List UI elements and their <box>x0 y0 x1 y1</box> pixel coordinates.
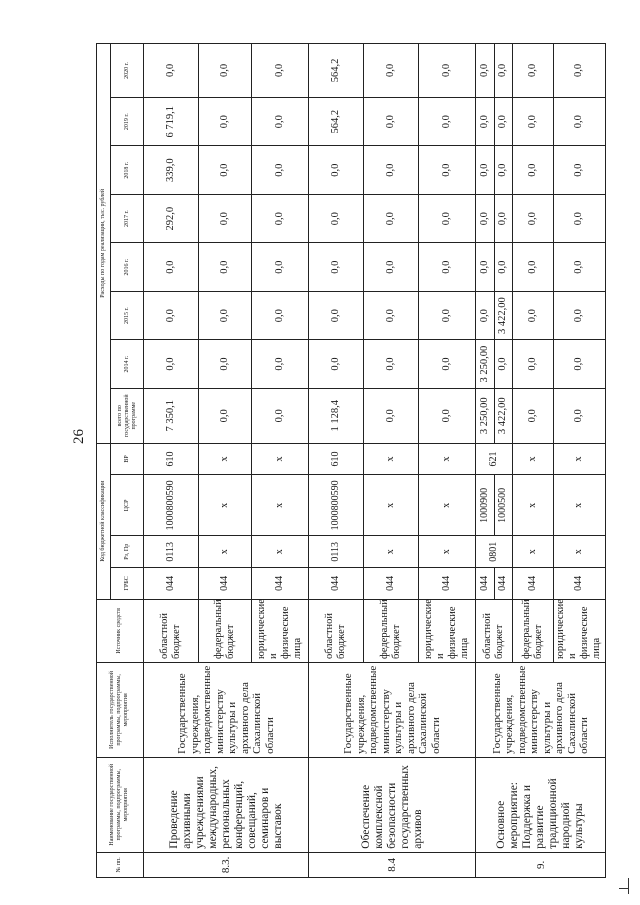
rzpr-cell: 0801 <box>476 536 513 568</box>
source-cell: областной бюджет <box>476 599 513 662</box>
y2019-cell: 6 719,1 <box>143 97 198 145</box>
y2019-cell: 0,0 <box>494 97 512 145</box>
y2018-cell: 0,0 <box>309 146 364 194</box>
total-cell: 0,0 <box>252 388 309 443</box>
measure-name: Основное мероприятие: Поддержка и развитие традиционной народной культуры <box>476 757 606 852</box>
csr-cell: x <box>553 475 605 536</box>
rzpr-cell: x <box>513 536 554 568</box>
y2015-cell: 0,0 <box>553 291 605 339</box>
grbs-cell: 044 <box>143 568 198 600</box>
rzpr-cell: x <box>198 536 251 568</box>
scan-margin-mark-tick <box>619 888 628 889</box>
grbs-cell: 044 <box>419 568 476 600</box>
executor-name: Государственные учреждения, подведомственные министерству культуры и архивного дела Сахалинской области <box>143 662 308 757</box>
vr-cell: x <box>553 443 605 475</box>
y2020-cell: 0,0 <box>143 44 198 98</box>
y2020-cell: 0,0 <box>476 44 494 98</box>
y2014-cell: 0,0 <box>364 340 419 388</box>
total-cell: 0,0 <box>419 388 476 443</box>
csr-cell: x <box>252 475 309 536</box>
y2014-cell: 0,0 <box>198 340 251 388</box>
grbs-cell: 044 <box>364 568 419 600</box>
vr-cell: 610 <box>309 443 364 475</box>
csr-cell: x <box>364 475 419 536</box>
vr-cell: x <box>513 443 554 475</box>
y2018-cell: 0,0 <box>476 146 494 194</box>
table-row <box>309 44 364 878</box>
total-cell: 0,0 <box>198 388 251 443</box>
vr-cell: 621 <box>476 443 513 475</box>
table-row <box>476 44 494 878</box>
y2016-cell: 0,0 <box>252 243 309 291</box>
y2020-cell: 0,0 <box>553 44 605 98</box>
header-row-1 <box>97 44 111 878</box>
y2019-cell: 0,0 <box>419 97 476 145</box>
y2019-cell: 0,0 <box>513 97 554 145</box>
csr-cell: 1000900 <box>476 475 494 536</box>
row-number: 9. <box>476 852 606 877</box>
y2020-cell: 0,0 <box>198 44 251 98</box>
source-cell: федеральный бюджет <box>364 599 419 662</box>
grbs-cell: 044 <box>309 568 364 600</box>
executor-name: Государственные учреждения, подведомственные министерству культуры и архивного дела Сахалинской области <box>309 662 476 757</box>
y2017-cell: 0,0 <box>553 194 605 242</box>
table-row <box>143 44 198 878</box>
y2019-cell: 0,0 <box>198 97 251 145</box>
y2017-cell: 0,0 <box>494 194 512 242</box>
header-2018: 2018 г. <box>111 146 144 194</box>
y2015-cell: 0,0 <box>513 291 554 339</box>
y2015-cell: 3 422,00 <box>494 291 512 339</box>
y2014-cell: 3 250,00 <box>476 340 494 388</box>
vr-cell: x <box>419 443 476 475</box>
y2018-cell: 0,0 <box>494 146 512 194</box>
rzpr-cell: x <box>364 536 419 568</box>
header-2017: 2017 г. <box>111 194 144 242</box>
total-cell: 0,0 <box>553 388 605 443</box>
y2016-cell: 0,0 <box>143 243 198 291</box>
source-cell: федеральный бюджет <box>198 599 251 662</box>
source-cell: областной бюджет <box>143 599 198 662</box>
y2017-cell: 0,0 <box>309 194 364 242</box>
y2020-cell: 0,0 <box>252 44 309 98</box>
measure-name: Проведение архивными учреждениями международных, региональных конференций, совещаний, семинаров и выставок <box>143 757 308 852</box>
total-cell: 1 128,4 <box>309 388 364 443</box>
y2020-cell: 564,2 <box>309 44 364 98</box>
y2018-cell: 0,0 <box>364 146 419 194</box>
y2019-cell: 0,0 <box>476 97 494 145</box>
header-kbk-group: Код бюджетной классификации <box>97 443 111 599</box>
csr-cell: 1000800590 <box>309 475 364 536</box>
y2016-cell: 0,0 <box>309 243 364 291</box>
rzpr-cell: 0113 <box>309 536 364 568</box>
rzpr-cell: 0113 <box>143 536 198 568</box>
total-cell: 0,0 <box>364 388 419 443</box>
header-source: Источник средств <box>97 599 144 662</box>
y2018-cell: 0,0 <box>513 146 554 194</box>
source-cell: федеральный бюджет <box>513 599 554 662</box>
y2015-cell: 0,0 <box>419 291 476 339</box>
y2017-cell: 0,0 <box>513 194 554 242</box>
total-cell: 7 350,1 <box>143 388 198 443</box>
measure-name: Обеспечение комплексной безопасности государственных архивов <box>309 757 476 852</box>
header-2016: 2016 г. <box>111 243 144 291</box>
y2015-cell: 0,0 <box>143 291 198 339</box>
header-name: Наименование государственной программы, подпрограммы, мероприятия <box>97 757 144 852</box>
y2016-cell: 0,0 <box>553 243 605 291</box>
y2014-cell: 0,0 <box>309 340 364 388</box>
y2018-cell: 0,0 <box>252 146 309 194</box>
y2017-cell: 0,0 <box>476 194 494 242</box>
grbs-cell: 044 <box>252 568 309 600</box>
vr-cell: 610 <box>143 443 198 475</box>
csr-cell: x <box>513 475 554 536</box>
row-number: 8.4 <box>309 852 476 877</box>
y2014-cell: 0,0 <box>143 340 198 388</box>
grbs-cell: 044 <box>494 568 512 600</box>
y2016-cell: 0,0 <box>513 243 554 291</box>
grbs-cell: 044 <box>198 568 251 600</box>
csr-cell: 1000800590 <box>143 475 198 536</box>
y2019-cell: 0,0 <box>553 97 605 145</box>
csr-cell: x <box>198 475 251 536</box>
header-total: всего по государственной программе <box>111 388 144 443</box>
y2015-cell: 0,0 <box>364 291 419 339</box>
header-vr: ВР <box>111 443 144 475</box>
rzpr-cell: x <box>553 536 605 568</box>
budget-table-container <box>96 43 606 878</box>
y2017-cell: 0,0 <box>419 194 476 242</box>
y2016-cell: 0,0 <box>476 243 494 291</box>
source-cell: юридические и физические лица <box>553 599 605 662</box>
vr-cell: x <box>364 443 419 475</box>
row-number: 8.3. <box>143 852 308 877</box>
y2019-cell: 564,2 <box>309 97 364 145</box>
y2014-cell: 0,0 <box>513 340 554 388</box>
header-grbs: ГРБС <box>111 568 144 600</box>
header-csr: ЦСР <box>111 475 144 536</box>
header-2019: 2019 г. <box>111 97 144 145</box>
header-2014: 2014 г. <box>111 340 144 388</box>
y2016-cell: 0,0 <box>364 243 419 291</box>
y2015-cell: 0,0 <box>198 291 251 339</box>
csr-cell: 1000500 <box>494 475 512 536</box>
vr-cell: x <box>198 443 251 475</box>
y2017-cell: 0,0 <box>364 194 419 242</box>
y2014-cell: 0,0 <box>419 340 476 388</box>
y2020-cell: 0,0 <box>364 44 419 98</box>
y2019-cell: 0,0 <box>252 97 309 145</box>
y2020-cell: 0,0 <box>419 44 476 98</box>
total-cell: 3 422,00 <box>494 388 512 443</box>
vr-cell: x <box>252 443 309 475</box>
y2017-cell: 292,0 <box>143 194 198 242</box>
rzpr-cell: x <box>252 536 309 568</box>
budget-table <box>96 43 606 878</box>
y2014-cell: 0,0 <box>494 340 512 388</box>
y2020-cell: 0,0 <box>513 44 554 98</box>
source-cell: областной бюджет <box>309 599 364 662</box>
executor-name: Государственные учреждения, подведомственные министерству культуры и архивного дела Сахалинской области <box>476 662 606 757</box>
y2020-cell: 0,0 <box>494 44 512 98</box>
grbs-cell: 044 <box>513 568 554 600</box>
y2014-cell: 0,0 <box>252 340 309 388</box>
y2018-cell: 0,0 <box>553 146 605 194</box>
y2019-cell: 0,0 <box>364 97 419 145</box>
y2016-cell: 0,0 <box>198 243 251 291</box>
y2016-cell: 0,0 <box>419 243 476 291</box>
scan-margin-mark <box>628 878 629 894</box>
y2015-cell: 0,0 <box>476 291 494 339</box>
page-number: 26 <box>71 429 87 444</box>
header-executor: Исполнитель государственной программы, подпрограммы, мероприятия <box>97 662 144 757</box>
rzpr-cell: x <box>419 536 476 568</box>
y2016-cell: 0,0 <box>494 243 512 291</box>
grbs-cell: 044 <box>476 568 494 600</box>
y2017-cell: 0,0 <box>252 194 309 242</box>
source-cell: юридические и физические лица <box>419 599 476 662</box>
y2018-cell: 0,0 <box>198 146 251 194</box>
header-no: № пп. <box>97 852 144 877</box>
y2015-cell: 0,0 <box>252 291 309 339</box>
header-2020: 2020 г. <box>111 44 144 98</box>
header-expenses-group: Расходы по годам реализации, тыс. рублей <box>97 44 111 444</box>
total-cell: 3 250,00 <box>476 388 494 443</box>
source-cell: юридические и физические лица <box>252 599 309 662</box>
total-cell: 0,0 <box>513 388 554 443</box>
grbs-cell: 044 <box>553 568 605 600</box>
csr-cell: x <box>419 475 476 536</box>
y2015-cell: 0,0 <box>309 291 364 339</box>
y2018-cell: 339,0 <box>143 146 198 194</box>
y2017-cell: 0,0 <box>198 194 251 242</box>
header-2015: 2015 г. <box>111 291 144 339</box>
header-rzpr: Рз, Пр <box>111 536 144 568</box>
y2014-cell: 0,0 <box>553 340 605 388</box>
y2018-cell: 0,0 <box>419 146 476 194</box>
